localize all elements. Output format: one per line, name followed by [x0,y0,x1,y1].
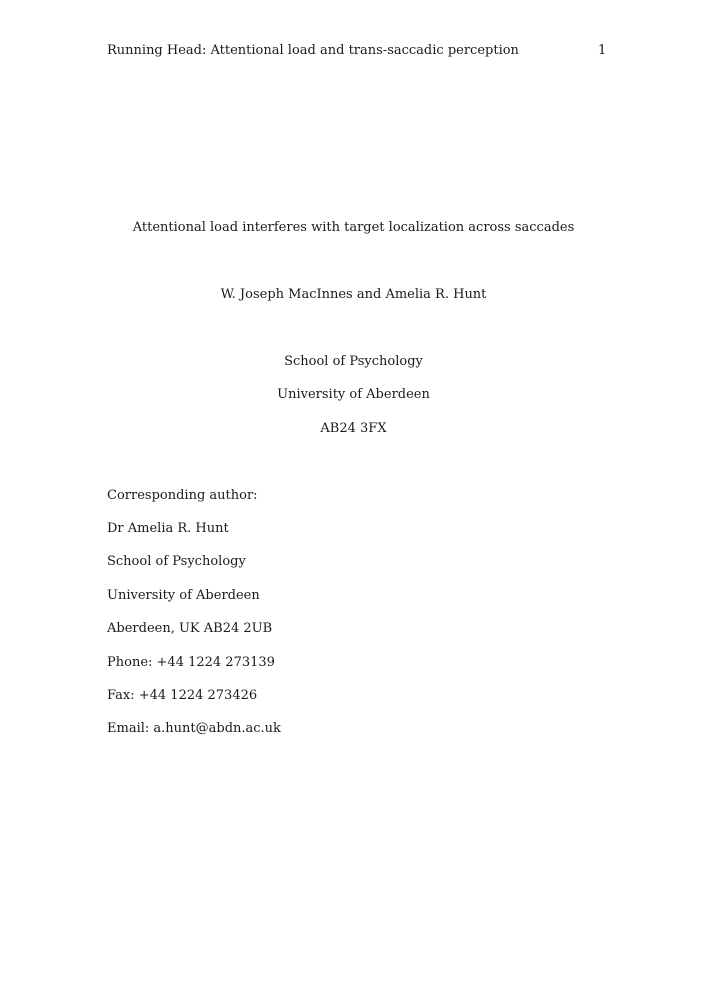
corresponding-fax: Fax: +44 1224 273426 [107,688,258,703]
corresponding-email: Email: a.hunt@abdn.ac.uk [107,721,281,736]
affiliation-line-3: AB24 3FX [320,421,387,436]
corresponding-address: Aberdeen, UK AB24 2UB [107,621,273,636]
paper-title: Attentional load interferes with target localization across saccades [132,220,575,235]
affiliation-line-1: School of Psychology [284,354,423,369]
corresponding-heading: Corresponding author: [107,488,258,503]
corresponding-name: Dr Amelia R. Hunt [107,521,229,536]
corresponding-university: University of Aberdeen [107,588,260,603]
page-number: 1 [598,43,607,58]
running-head: Running Head: Attentional load and trans-saccadic perception [107,43,519,58]
corresponding-department: School of Psychology [107,554,246,569]
corresponding-phone: Phone: +44 1224 273139 [107,655,275,670]
authors: W. Joseph MacInnes and Amelia R. Hunt [220,287,487,302]
affiliation-line-2: University of Aberdeen [277,387,430,402]
